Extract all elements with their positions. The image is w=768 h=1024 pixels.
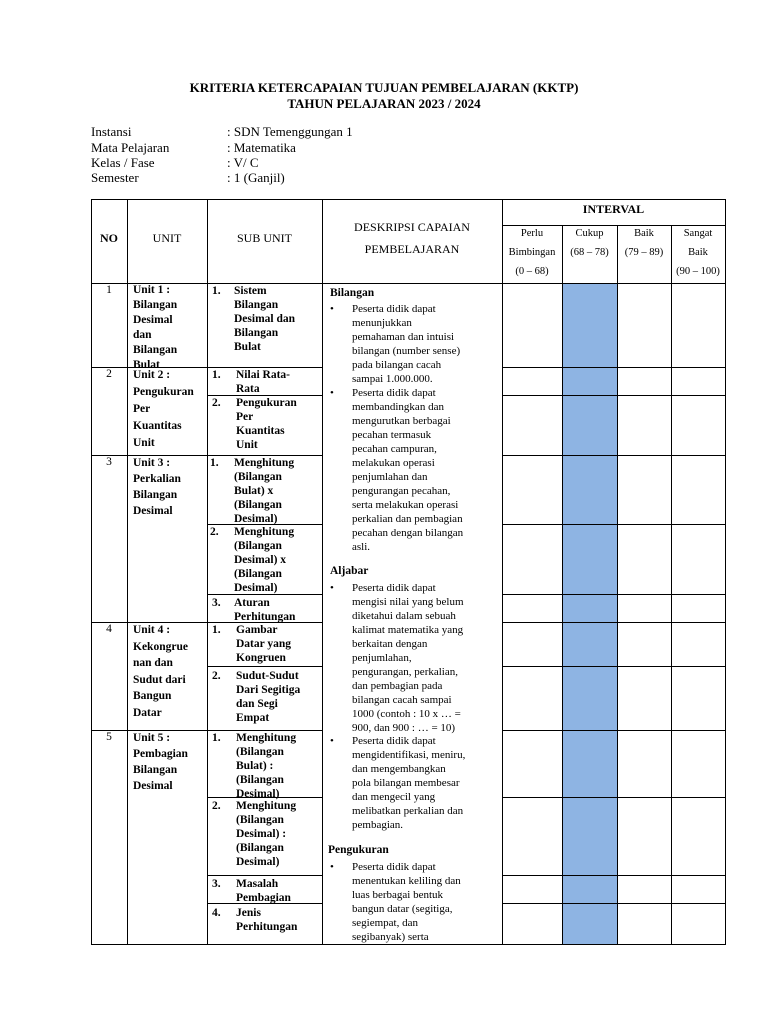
header-sub-unit: SUB UNIT bbox=[236, 231, 292, 245]
bullet-line: pengurangan pecahan, bbox=[352, 485, 451, 497]
bullet-line: menunjukkan bbox=[352, 317, 412, 329]
unit-line: Desimal bbox=[133, 780, 173, 792]
unit-line: Bilangan bbox=[133, 344, 178, 356]
bullet-line: Peserta didik dapat bbox=[352, 303, 436, 315]
column-line bbox=[617, 225, 618, 945]
interval-row-separator bbox=[502, 797, 726, 798]
sub-unit-line: Desimal) x bbox=[234, 554, 287, 566]
interval-col-line: (79 – 89) bbox=[624, 247, 664, 258]
bullet-line: segiempat, dan bbox=[352, 917, 418, 929]
sub-unit-line: Aturan bbox=[234, 597, 270, 609]
bullet-line: diketahui dalam sebuah bbox=[352, 610, 456, 622]
bullet-line: mengisi nilai yang belum bbox=[352, 596, 464, 608]
bullet-line: Peserta didik dapat bbox=[352, 582, 436, 594]
info-label: Mata Pelajaran bbox=[91, 140, 170, 155]
bullet-line: dan pembagian pada bbox=[352, 680, 443, 692]
sub-unit-number: 2. bbox=[212, 670, 221, 682]
interval-col-baik bbox=[617, 224, 671, 262]
info-value: : 1 (Ganjil) bbox=[227, 170, 285, 185]
row-no: 5 bbox=[106, 731, 112, 743]
sub-unit-line: Pembagian bbox=[236, 892, 291, 904]
interval-row-separator bbox=[502, 903, 726, 904]
interval-col-line: Perlu bbox=[520, 228, 544, 239]
unit-line: Sudut dari bbox=[133, 673, 186, 686]
sub-unit-number: 2. bbox=[210, 526, 219, 538]
bullet-dot: • bbox=[330, 303, 334, 315]
desc-heading-pengukuran: Pengukuran bbox=[328, 844, 389, 856]
bullet-line: dan mengembangkan bbox=[352, 763, 446, 775]
unit-line: Unit 3 : bbox=[133, 457, 171, 469]
sub-row-separator bbox=[207, 666, 323, 667]
sub-unit-line: Menghitung bbox=[234, 457, 295, 469]
sub-unit-line: Bilangan bbox=[234, 327, 279, 339]
unit-line: Bilangan bbox=[133, 489, 178, 501]
column-line bbox=[562, 225, 563, 945]
desc-heading-bilangan: Bilangan bbox=[330, 287, 375, 299]
unit-line: Kuantitas bbox=[133, 420, 182, 432]
unit-line: Desimal bbox=[133, 314, 173, 326]
unit-line: Perkalian bbox=[133, 473, 181, 485]
sub-unit-text bbox=[234, 456, 294, 526]
unit-line: Bilangan bbox=[133, 299, 178, 311]
bullet-line: kalimat matematika yang bbox=[352, 624, 464, 636]
sub-unit-line: Per bbox=[236, 411, 254, 423]
sub-unit-number: 3. bbox=[212, 597, 221, 609]
unit-1 bbox=[133, 283, 177, 373]
bullet-dot: • bbox=[330, 735, 334, 747]
sub-unit-line: Desimal) : bbox=[236, 828, 287, 840]
sub-unit-line: (Bilangan bbox=[236, 842, 284, 854]
sub-unit-text bbox=[236, 669, 300, 725]
sub-unit-line: Kuantitas bbox=[236, 425, 285, 437]
sub-unit-line: Masalah bbox=[236, 878, 279, 890]
cukup-column-fill bbox=[562, 283, 617, 944]
interval-col-line: Baik bbox=[688, 247, 708, 258]
sub-unit-text bbox=[236, 368, 290, 396]
sub-unit-number: 1. bbox=[212, 732, 221, 744]
sub-unit-line: Desimal) bbox=[236, 788, 280, 800]
bullet-line: 900, dan 900 : … = 10) bbox=[352, 722, 456, 734]
interval-col-line: Cukup bbox=[575, 228, 604, 239]
unit-3 bbox=[133, 455, 181, 519]
interval-row-separator bbox=[502, 622, 726, 623]
bullet-line: luas berbagai bentuk bbox=[352, 889, 444, 901]
bullet-line: mengurutkan berbagai bbox=[352, 415, 451, 427]
sub-unit-line: (Bilangan bbox=[234, 540, 282, 552]
column-line bbox=[127, 199, 128, 945]
info-value: : V/ C bbox=[227, 155, 259, 170]
sub-unit-text bbox=[234, 596, 295, 624]
row-no: 1 bbox=[106, 284, 112, 296]
bullet-text bbox=[352, 302, 497, 386]
bullet-line: pecahan campuran, bbox=[352, 443, 437, 455]
bullet-dot: • bbox=[330, 861, 334, 873]
sub-unit-line: Perhitungan bbox=[236, 921, 298, 933]
bullet-line: menentukan keliling dan bbox=[352, 875, 461, 887]
bullet-line: perkalian dan pembagian bbox=[352, 513, 463, 525]
bullet-dot: • bbox=[330, 387, 334, 399]
unit-line: Unit 1 : bbox=[133, 284, 171, 296]
interval-col-line: (90 – 100) bbox=[676, 266, 720, 277]
bullet-line: asli. bbox=[352, 541, 371, 553]
unit-line: Bangun bbox=[133, 690, 172, 702]
interval-col-perlu-bimbingan bbox=[502, 224, 562, 281]
bullet-text bbox=[352, 860, 497, 944]
interval-col-line: Bimbingan bbox=[508, 247, 556, 258]
sub-unit-line: (Bilangan bbox=[234, 499, 282, 511]
sub-unit-number: 3. bbox=[212, 878, 221, 890]
sub-unit-line: Menghitung bbox=[234, 526, 295, 538]
sub-unit-line: Pengukuran bbox=[236, 397, 297, 409]
sub-unit-line: dan Segi bbox=[236, 698, 278, 710]
info-label: Kelas / Fase bbox=[91, 155, 155, 170]
interval-row-separator bbox=[502, 875, 726, 876]
bullet-line: segibanyak) serta bbox=[352, 931, 429, 943]
sub-unit-number: 1. bbox=[212, 369, 221, 381]
unit-line: Bilangan bbox=[133, 764, 178, 776]
column-line bbox=[671, 225, 672, 945]
sub-unit-line: Dari Segitiga bbox=[236, 684, 301, 696]
row-no: 3 bbox=[106, 456, 112, 468]
bullet-text bbox=[352, 386, 497, 554]
unit-line: Pembagian bbox=[133, 748, 188, 760]
bullet-line: melakukan operasi bbox=[352, 457, 435, 469]
sub-unit-line: Menghitung bbox=[236, 800, 297, 812]
interval-col-cukup bbox=[562, 224, 617, 262]
column-line bbox=[502, 199, 503, 945]
bullet-line: sampai 1.000.000. bbox=[352, 373, 433, 385]
sub-unit-line: Desimal) bbox=[234, 582, 278, 594]
table-top-border bbox=[91, 199, 726, 200]
sub-row-separator bbox=[207, 875, 323, 876]
sub-unit-line: Gambar bbox=[236, 624, 278, 636]
document-title-line2: TAHUN PELAJARAN 2023 / 2024 bbox=[287, 96, 481, 111]
row-no: 2 bbox=[106, 368, 112, 380]
unit-line: Datar bbox=[133, 706, 162, 719]
column-line bbox=[322, 199, 323, 945]
bullet-line: penjumlahan dan bbox=[352, 471, 428, 483]
bullet-line: membandingkan dan bbox=[352, 401, 444, 413]
sub-unit-line: Empat bbox=[236, 712, 270, 724]
unit-4 bbox=[133, 622, 188, 721]
bullet-line: Peserta didik dapat bbox=[352, 387, 436, 399]
bullet-line: bangun datar (segitiga, bbox=[352, 903, 453, 915]
table-bottom-border bbox=[91, 944, 726, 945]
sub-unit-number: 1. bbox=[212, 285, 221, 297]
sub-unit-line: (Bilangan bbox=[236, 774, 284, 786]
header-no: NO bbox=[100, 231, 118, 245]
row-no: 4 bbox=[106, 623, 112, 635]
info-value: : Matematika bbox=[227, 140, 296, 155]
unit-line: dan bbox=[133, 329, 152, 341]
sub-unit-line: Bulat) x bbox=[234, 485, 274, 497]
sub-unit-number: 1. bbox=[212, 624, 221, 636]
header-interval: INTERVAL bbox=[582, 202, 645, 216]
unit-line: Unit 4 : bbox=[133, 624, 171, 636]
unit-2 bbox=[133, 367, 194, 452]
sub-unit-line: (Bilangan bbox=[234, 471, 282, 483]
sub-unit-text bbox=[234, 525, 294, 595]
sub-unit-text bbox=[234, 284, 295, 354]
desc-heading-aljabar: Aljabar bbox=[330, 565, 369, 577]
interval-row-separator bbox=[502, 395, 726, 396]
sub-unit-line: (Bilangan bbox=[236, 814, 284, 826]
unit-line: Unit 2 : bbox=[133, 369, 171, 381]
sub-unit-line: Bulat) : bbox=[236, 760, 274, 772]
sub-unit-line: Jenis bbox=[236, 907, 261, 919]
column-line bbox=[91, 199, 92, 945]
bullet-line: mengidentifikasi, meniru, bbox=[352, 749, 466, 761]
info-value: : SDN Temenggungan 1 bbox=[227, 124, 353, 139]
bullet-line: melibatkan perkalian dan bbox=[352, 805, 464, 817]
sub-unit-line: Unit bbox=[236, 439, 258, 451]
bullet-line: penjumlahan, bbox=[352, 652, 412, 664]
unit-line: Desimal bbox=[133, 505, 173, 517]
sub-unit-line: Nilai Rata- bbox=[236, 369, 290, 381]
header-bottom-border bbox=[91, 283, 726, 284]
unit-line: Unit bbox=[133, 437, 155, 449]
header-unit: UNIT bbox=[152, 231, 182, 245]
interval-row-separator bbox=[502, 594, 726, 595]
info-label: Semester bbox=[91, 170, 139, 185]
sub-unit-number: 4. bbox=[212, 907, 221, 919]
bullet-line: serta melakukan operasi bbox=[352, 499, 459, 511]
unit-line: Pengukuran bbox=[133, 386, 194, 398]
sub-unit-line: Desimal) bbox=[234, 513, 278, 525]
unit-line: nan dan bbox=[133, 657, 173, 669]
sub-unit-line: Desimal dan bbox=[234, 313, 296, 325]
sub-unit-line: Bilangan bbox=[234, 299, 279, 311]
unit-5 bbox=[133, 730, 188, 794]
bullet-dot: • bbox=[330, 582, 334, 594]
sub-unit-line: Rata bbox=[236, 383, 260, 395]
sub-unit-line: Bulat bbox=[234, 341, 261, 353]
bullet-line: Peserta didik dapat bbox=[352, 735, 436, 747]
bullet-line: bilangan (number sense) bbox=[352, 345, 461, 357]
sub-unit-number: 1. bbox=[210, 457, 219, 469]
sub-unit-text bbox=[236, 396, 297, 452]
bullet-line: 1000 (contoh : 10 x … = bbox=[352, 708, 461, 720]
interval-row-separator bbox=[502, 367, 726, 368]
bullet-line: dan mengecil yang bbox=[352, 791, 436, 803]
sub-unit-text bbox=[236, 623, 291, 665]
sub-unit-line: (Bilangan bbox=[236, 746, 284, 758]
interval-row-separator bbox=[502, 455, 726, 456]
bullet-line: bilangan cacah sampai bbox=[352, 694, 452, 706]
interval-col-line: (0 – 68) bbox=[515, 266, 549, 277]
sub-unit-text bbox=[236, 731, 296, 801]
bullet-line: pola bilangan membesar bbox=[352, 777, 460, 789]
bullet-line: pemahaman dan intuisi bbox=[352, 331, 455, 343]
sub-unit-line: Menghitung bbox=[236, 732, 297, 744]
sub-unit-line: Desimal) bbox=[236, 856, 280, 868]
bullet-text bbox=[352, 734, 497, 832]
header-desc-line2: PEMBELAJARAN bbox=[364, 242, 460, 256]
sub-unit-text bbox=[236, 799, 296, 869]
header-desc-line1: DESKRIPSI CAPAIAN bbox=[354, 220, 470, 234]
sub-unit-line: (Bilangan bbox=[234, 568, 282, 580]
column-line bbox=[207, 199, 208, 945]
unit-line: Unit 5 : bbox=[133, 732, 171, 744]
bullet-line: berkaitan dengan bbox=[352, 638, 428, 650]
bullet-line: pecahan dengan bilangan bbox=[352, 527, 464, 539]
sub-unit-text bbox=[236, 906, 297, 934]
bullet-line: pengurangan, perkalian, bbox=[352, 666, 458, 678]
sub-unit-text bbox=[236, 877, 291, 905]
bullet-line: pada bilangan cacah bbox=[352, 359, 442, 371]
interval-col-line: (68 – 78) bbox=[570, 247, 609, 258]
unit-line: Kekongrue bbox=[133, 640, 188, 653]
column-line bbox=[725, 199, 726, 945]
info-label: Instansi bbox=[91, 124, 132, 139]
sub-unit-line: Kongruen bbox=[236, 652, 286, 664]
document-title-line1: KRITERIA KETERCAPAIAN TUJUAN PEMBELAJARAN (KKTP) bbox=[189, 80, 579, 95]
sub-unit-line: Perhitungan bbox=[234, 611, 296, 623]
sub-unit-line: Sistem bbox=[234, 285, 267, 297]
sub-unit-line: Sudut-Sudut bbox=[236, 670, 299, 682]
interval-row-separator bbox=[502, 666, 726, 667]
interval-row-separator bbox=[502, 524, 726, 525]
interval-col-line: Sangat bbox=[683, 228, 713, 239]
interval-col-line: Baik bbox=[634, 228, 654, 239]
sub-unit-number: 2. bbox=[212, 397, 221, 409]
bullet-text bbox=[352, 581, 497, 735]
bullet-line: Peserta didik dapat bbox=[352, 861, 436, 873]
sub-unit-number: 2. bbox=[212, 800, 221, 812]
interval-row-separator bbox=[502, 730, 726, 731]
unit-line: Per bbox=[133, 403, 151, 415]
unit-line: Bulat bbox=[133, 359, 160, 371]
sub-unit-line: Datar yang bbox=[236, 638, 292, 650]
interval-col-sangat-baik bbox=[671, 224, 725, 281]
bullet-line: pecahan termasuk bbox=[352, 429, 432, 441]
bullet-line: pembagian. bbox=[352, 819, 404, 831]
